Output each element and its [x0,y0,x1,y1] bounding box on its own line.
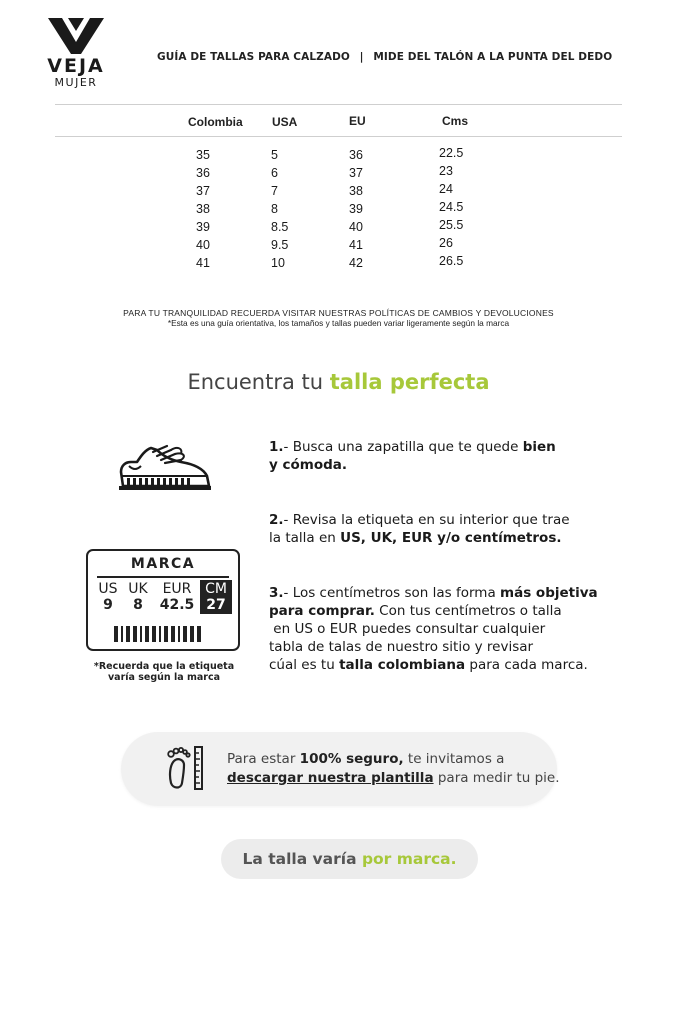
col-header-usa: USA [272,115,298,129]
size-varies-badge [221,839,478,879]
table-cell: 38 [349,184,363,198]
size-tag-label: CM [205,581,227,597]
size-tag-value: 9 [103,597,113,613]
size-varies-text: La talla varía [242,850,362,868]
table-cell: 36 [196,166,210,180]
table-top-rule [55,104,622,105]
col-eu [349,146,363,272]
table-cell: 38 [196,202,210,216]
find-size-highlight: talla perfecta [329,370,490,394]
size-tag-label: US [98,581,118,597]
table-cell: 41 [196,256,210,270]
col-header-cms: Cms [442,114,469,128]
size-tag-illustration [86,549,240,651]
size-tag-note [86,661,242,683]
table-cell: 26.5 [439,254,464,268]
step-3-text-b: más objetiva [500,585,598,601]
barcode-icon [114,626,201,642]
table-cell: 8 [271,202,278,216]
step-3-text-a: - Los centímetros son las forma [283,585,501,601]
guide-title-separator: | [359,51,364,63]
template-banner-text [227,750,560,788]
table-cell: 40 [349,220,363,234]
table-cell: 37 [349,166,363,180]
size-tag-value: 27 [206,597,226,613]
table-cell: 9.5 [271,238,289,252]
size-tag-label: EUR [162,581,192,597]
promo-text-c: te invitamos a [403,751,505,767]
step-3-text-f: tabla de talas de nuestro sitio y revisar [269,639,534,655]
table-cell: 40 [196,238,210,252]
policy-note: PARA TU TRANQUILIDAD RECUERDA VISITAR NUESTRAS POLÍTICAS DE CAMBIOS Y DEVOLUCIONES [123,308,554,318]
table-cell: 39 [349,202,363,216]
step-1 [269,438,556,474]
step-2-text-a: - Revisa la etiqueta en su interior que trae [283,512,570,528]
table-cell: 8.5 [271,220,289,234]
col-colombia [196,146,210,272]
table-cell: 23 [439,164,453,178]
size-tag-uk [126,581,150,613]
step-1-number: 1. [269,439,284,455]
download-template-link[interactable]: descargar nuestra plantilla [227,770,434,786]
size-tag-value: 42.5 [159,597,195,613]
size-tag-note-line-1: *Recuerda que la etiqueta [93,661,235,672]
find-size-title [0,370,677,394]
promo-text-b: 100% seguro, [299,751,404,767]
find-size-prefix: Encuentra tu [187,370,324,394]
veja-v-logo-icon [48,18,104,54]
step-3-text-i: para cada marca. [465,657,588,673]
step-3-text-c: para comprar. [269,603,375,619]
col-header-colombia: Colombia [188,115,243,129]
step-3-text-d: Con tus centímetros o talla [374,603,562,619]
step-3 [269,584,598,674]
table-cell: 22.5 [439,146,464,160]
guide-title-main: GUÍA DE TALLAS PARA CALZADO [157,51,350,63]
table-cell: 39 [196,220,210,234]
col-usa [271,146,288,272]
table-cell: 7 [271,184,278,198]
size-tag-cm [200,580,232,614]
table-header-rule [55,136,622,137]
step-2-text-b: la talla en [269,530,341,546]
step-1-text-b: bien [522,439,556,455]
brand-name: VEJA [47,55,105,77]
table-cell: 36 [349,148,363,162]
step-3-text-e: en US o EUR puedes consultar cualquier [269,621,546,637]
foot-ruler-icon [165,745,205,791]
step-2-text-c: US, UK, EUR y/o centímetros. [340,530,562,546]
table-cell: 10 [271,256,285,270]
step-3-text-g: cúal es tu [269,657,340,673]
table-cell: 5 [271,148,278,162]
step-3-text-h: talla colombiana [339,657,466,673]
step-2-number: 2. [269,512,284,528]
col-cms [439,144,463,270]
promo-text-a: Para estar [227,751,300,767]
size-varies-highlight: por marca. [361,850,457,868]
size-tag-label: UK [128,581,148,597]
promo-text-d: para medir tu pie. [433,770,560,786]
table-cell: 41 [349,238,363,252]
table-cell: 37 [196,184,210,198]
table-cell: 25.5 [439,218,464,232]
table-cell: 35 [196,148,210,162]
brand-logo[interactable] [44,18,108,90]
template-download-banner[interactable] [121,732,560,806]
step-1-text-a: - Busca una zapatilla que te quede [283,439,523,455]
size-tag-note-line-2: varía según la marca [107,672,220,683]
table-cell: 24 [439,182,453,196]
sneaker-icon [115,442,213,492]
step-3-number: 3. [269,585,284,601]
step-2 [269,511,570,547]
size-tag-brand: MARCA [130,556,196,572]
table-cell: 26 [439,236,453,250]
brand-sub: MUJER [54,76,98,89]
size-tag-eur [159,581,195,613]
guide-title [157,51,612,63]
table-cell: 42 [349,256,363,270]
size-tag-value: 8 [133,597,143,613]
col-header-eu: EU [349,114,366,128]
table-cell: 6 [271,166,278,180]
table-cell: 24.5 [439,200,464,214]
disclaimer-note: *Esta es una guía orientativa, los tamaños y tallas pueden variar ligeramente según la marca [167,318,510,328]
size-tag-divider [97,576,229,578]
size-tag-us [97,581,119,613]
step-1-text-c: y cómoda. [269,457,348,473]
guide-title-sub: MIDE DEL TALÓN A LA PUNTA DEL DEDO [373,51,613,63]
